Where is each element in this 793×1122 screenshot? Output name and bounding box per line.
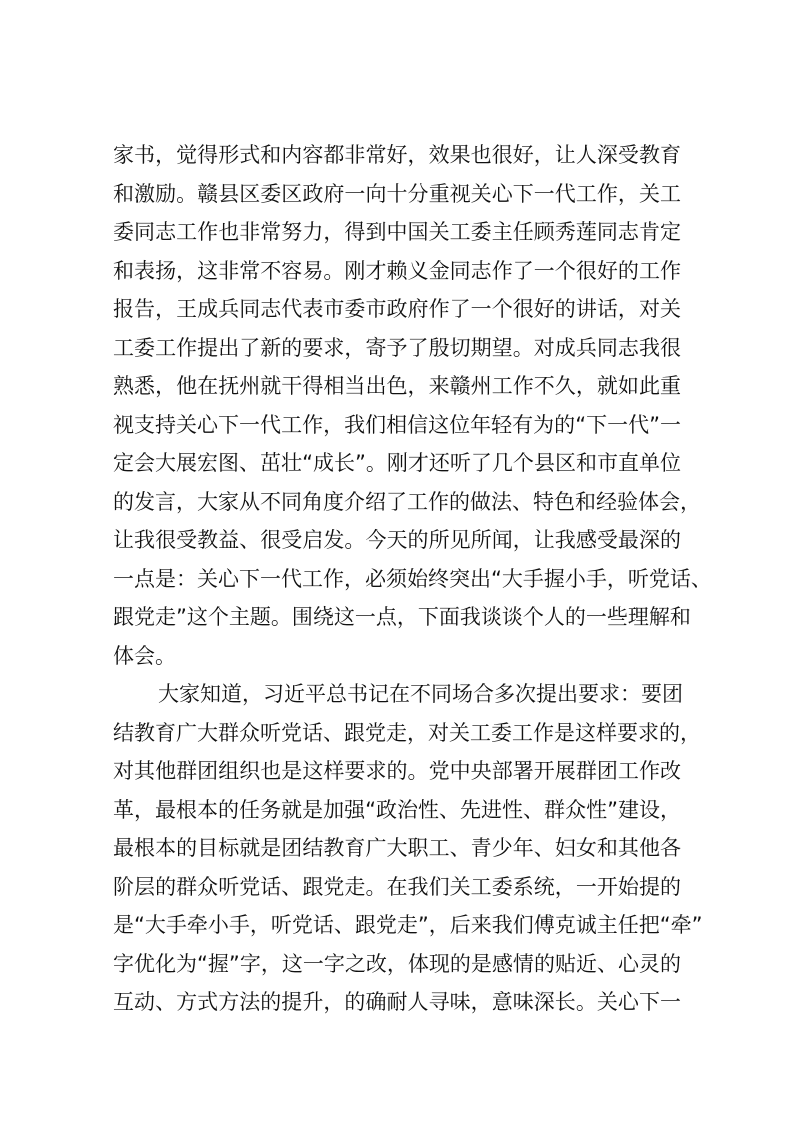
text-line: 革，最根本的任务就是加强“政治性、先进性、群众性”建设， — [113, 797, 681, 822]
text-line: 对其他群团组织也是这样要求的。党中央部署开展群团工作改 — [113, 759, 681, 783]
text-line: 工委工作提出了新的要求，寄予了殷切期望。对成兵同志我很 — [113, 335, 681, 360]
text-line: 跟党走”这个主题。围绕这一点，下面我谈谈个人的一些理解和 — [113, 605, 691, 629]
text-line: 一点是：关心下一代工作，必须始终突出“大手握小手，听党话、 — [113, 566, 712, 591]
text-line: 的发言，大家从不同角度介绍了工作的做法、特色和经验体会， — [113, 489, 701, 514]
text-line: 视支持关心下一代工作，我们相信这位年轻有为的“下一代”一 — [113, 412, 681, 437]
text-line: 字优化为“握”字，这一字之改，体现的是感情的贴近、心灵的 — [113, 951, 681, 976]
text-line: 让我很受教益、很受启发。今天的所见所闻，让我感受最深的 — [113, 528, 681, 552]
paragraph — [113, 680, 703, 1027]
text-line: 家书，觉得形式和内容都非常好，效果也很好，让人深受教育 — [113, 143, 681, 167]
text-line: 阶层的群众听党话、跟党走。在我们关工委系统，一开始提的 — [113, 874, 681, 899]
paragraph — [113, 141, 712, 680]
text-line: 和表扬，这非常不容易。刚才赖义金同志作了一个很好的工作 — [113, 258, 681, 283]
text-line: 委同志工作也非常努力，得到中国关工委主任顾秀莲同志肯定 — [113, 220, 681, 244]
text-line: 定会大展宏图、茁壮“成长”。刚才还听了几个县区和市直单位 — [113, 451, 681, 475]
text-line: 报告，王成兵同志代表市委市政府作了一个很好的讲话，对关 — [113, 297, 681, 321]
text-line: 结教育广大群众听党话、跟党走，对关工委工作是这样要求的， — [113, 720, 701, 745]
text-line: 熟悉，他在抚州就干得相当出色，来赣州工作不久，就如此重 — [113, 374, 681, 398]
document-body — [113, 141, 712, 1027]
text-line: 互动、方式方法的提升，的确耐人寻味，意味深长。关心下一 — [113, 990, 681, 1014]
text-line: 最根本的目标就是团结教育广大职工、青少年、妇女和其他各 — [113, 836, 681, 860]
text-line: 是“大手牵小手，听党话、跟党走”，后来我们傅克诚主任把“牵” — [113, 913, 703, 937]
text-line: 体会。 — [113, 643, 176, 668]
text-line: 大家知道，习近平总书记在不同场合多次提出要求：要团 — [158, 682, 683, 706]
text-line: 和激励。赣县区委区政府一向十分重视关心下一代工作，关工 — [113, 181, 681, 206]
